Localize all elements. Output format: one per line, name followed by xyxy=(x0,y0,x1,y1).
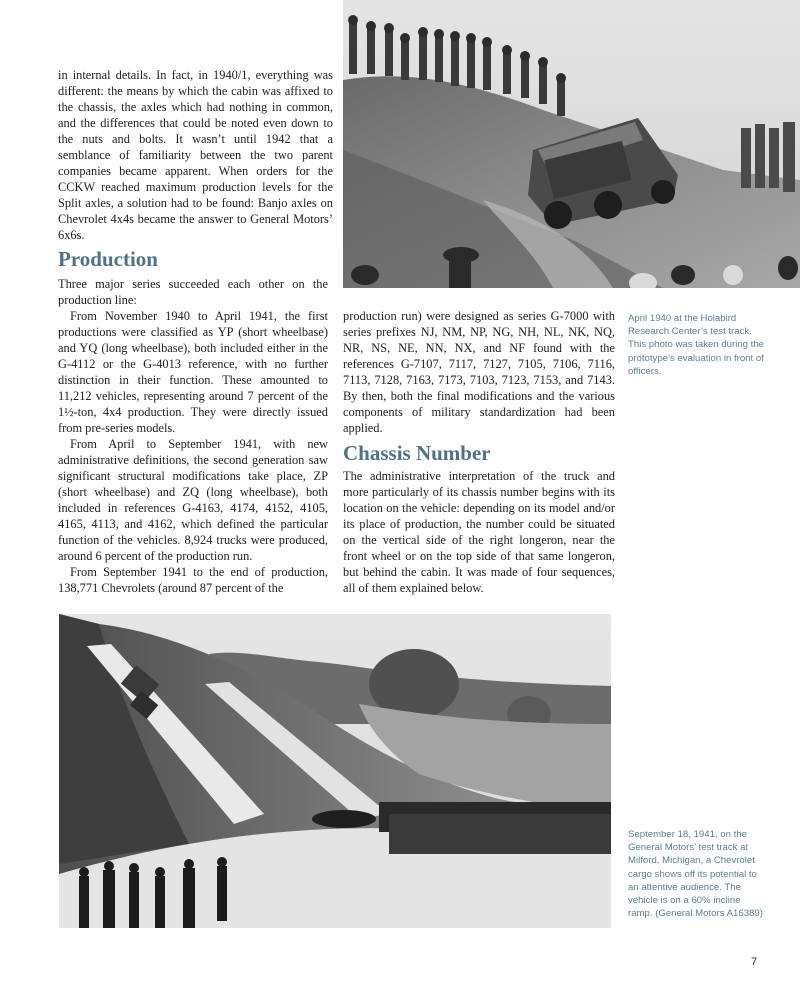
top-photo-caption: April 1940 at the Holabird Research Center’s test track. This photo was taken during the prototype’s evaluation in front of officers. xyxy=(628,313,764,377)
bottom-photo-image xyxy=(59,614,611,928)
production-paragraph: From November 1940 to April 1941, the first productions were classified as YP (short wheelbase) and YQ (long wheelbase), both included either in the G-4112 or the G-4013 reference, with no further distinction in their function. These amounted to 11,212 vehicles, representing around 7 percent of the 1½-ton, 4x4 production. They were directly issued from pre-series models. xyxy=(58,309,328,435)
chassis-paragraph: The administrative interpretation of the truck and more particularly of its chassis number begins with its location on the vehicle: depending on its model and/or its place of production, the number could be situated on the vertical side of the right longeron, near the front wheel or on the top side of that same longeron, but behind the cabin. It was made of four sequences, all of them explained below. xyxy=(343,469,615,595)
production-paragraph: Three major series succeeded each other on the production line: xyxy=(58,277,328,307)
chassis-section xyxy=(343,468,615,596)
continuation-paragraph: production run) were designed as series G-7000 with series prefixes NJ, NM, NP, NG, NH, NL, NK, NQ, NR, NS, NE, NN, NX, and NF found with the references G-7107, 7117, 7127, 7105, 7106, 7116, 7113, 7128, 7163, 7173, 7103, 7123, 7153, and 7143. By then, both the final modifications and the various components of military standardization had been applied. xyxy=(343,309,615,435)
production-paragraph: From April to September 1941, with new administrative definitions, the second generation saw significant structural modifications take place, ZP (short wheelbase) and ZQ (long wheelbase), both included in references G-4163, 4174, 4152, 4105, 4165, 4113, and 4162, which defined the particular function of the vehicles. 8,924 trucks were produced, around 6 percent of the production run. xyxy=(58,437,328,563)
top-photo-image xyxy=(343,0,800,288)
bottom-photo-caption: September 18, 1941, on the General Motors’ test track at Milford, Michigan, a Chevrolet cargo shows off its potential to an attentive audience. The vehicle is on a 60% incline ramp. (General Motors A16389) xyxy=(628,829,763,920)
intro-paragraph-block xyxy=(58,67,333,243)
continuation-section xyxy=(343,308,615,436)
production-heading: Production xyxy=(58,247,158,271)
chassis-number-heading: Chassis Number xyxy=(343,441,491,465)
top-photo xyxy=(343,0,800,288)
bottom-photo xyxy=(59,614,611,928)
page-number: 7 xyxy=(751,956,758,968)
intro-paragraph: in internal details. In fact, in 1940/1, everything was different: the means by which the cabin was affixed to the chassis, the axles which had nothing in common, and the differences that could be noted even down to the nuts and bolts. It wasn’t until 1942 that a semblance of familiarity between the two parent companies became apparent. When orders for the CCKW reached maximum production levels for the Split axles, a solution had to be found: Banjo axles on Chevrolet 4x4s became the answer to General Motors’ 6x6s. xyxy=(58,68,333,242)
production-paragraph: From September 1941 to the end of production, 138,771 Chevrolets (around 87 percent of the xyxy=(58,565,328,595)
production-section xyxy=(58,276,328,596)
